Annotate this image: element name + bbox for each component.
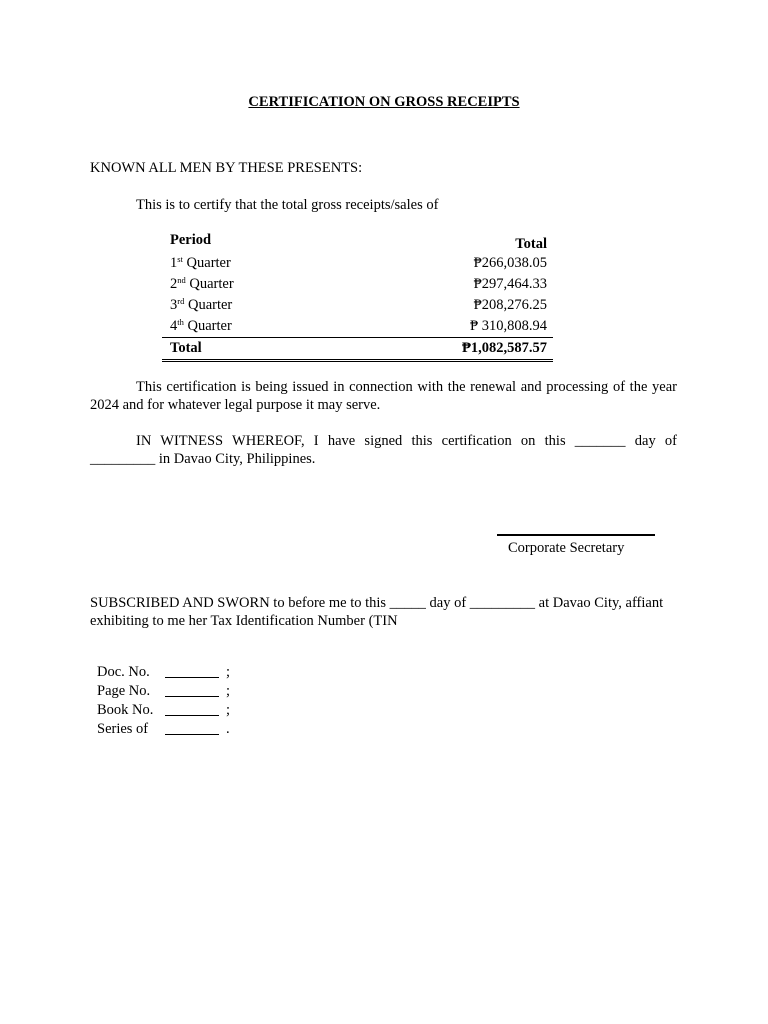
header-period: Period [170, 232, 212, 248]
book-no-label: Book No. [97, 702, 154, 718]
total-cell: ₱297,464.33 [473, 276, 547, 292]
book-no-punct: ; [226, 702, 231, 718]
doc-no-blank [165, 663, 219, 678]
table-total-row [162, 337, 553, 362]
doc-no-punct: ; [226, 664, 231, 680]
period-cell: 3rd Quarter [170, 296, 233, 313]
total-cell: ₱208,276.25 [473, 297, 547, 313]
book-no-line [97, 701, 230, 719]
signature-line [497, 534, 655, 536]
doc-no-line [97, 663, 230, 681]
page-no-punct: ; [226, 683, 231, 699]
series-punct: . [226, 721, 230, 737]
document-title: CERTIFICATION ON GROSS RECEIPTS [248, 94, 520, 110]
header-total: Total [515, 236, 547, 252]
page-no-line [97, 682, 230, 700]
known-all-men-heading: KNOWN ALL MEN BY THESE PRESENTS: [90, 160, 363, 176]
series-label: Series of [97, 721, 149, 737]
period-cell: 2nd Quarter [170, 275, 234, 292]
total-value: ₱1,082,587.57 [462, 340, 547, 356]
total-label: Total [170, 340, 202, 356]
witness-paragraph: IN WITNESS WHEREOF, I have signed this certification on this _______ day of _________ in Davao City, Philippines. [90, 433, 677, 467]
table-row [162, 295, 553, 316]
period-cell: 1st Quarter [170, 254, 231, 271]
table-header-row [162, 232, 553, 253]
table-row [162, 274, 553, 295]
total-cell: ₱266,038.05 [473, 255, 547, 271]
period-cell: 4th Quarter [170, 317, 232, 334]
page-no-blank [165, 682, 219, 697]
certify-intro: This is to certify that the total gross receipts/sales of [136, 197, 439, 213]
series-blank [165, 720, 219, 735]
page-no-label: Page No. [97, 683, 151, 699]
signatory-title: Corporate Secretary [508, 540, 625, 556]
gross-receipts-table [162, 232, 553, 362]
subscribed-sworn-paragraph: SUBSCRIBED AND SWORN to before me to this _____ day of _________ at Davao City, affiant exhibiting to me her Tax Identification Number (TIN [90, 595, 664, 629]
certification-purpose-paragraph: This certification is being issued in connection with the renewal and processing of the year 2024 and for whatever legal purpose it may serve. [90, 379, 677, 413]
total-cell: ₱ 310,808.94 [470, 318, 547, 334]
table-row [162, 316, 553, 337]
series-line [97, 720, 230, 738]
table-row [162, 253, 553, 274]
book-no-blank [165, 701, 219, 716]
doc-no-label: Doc. No. [97, 664, 150, 680]
